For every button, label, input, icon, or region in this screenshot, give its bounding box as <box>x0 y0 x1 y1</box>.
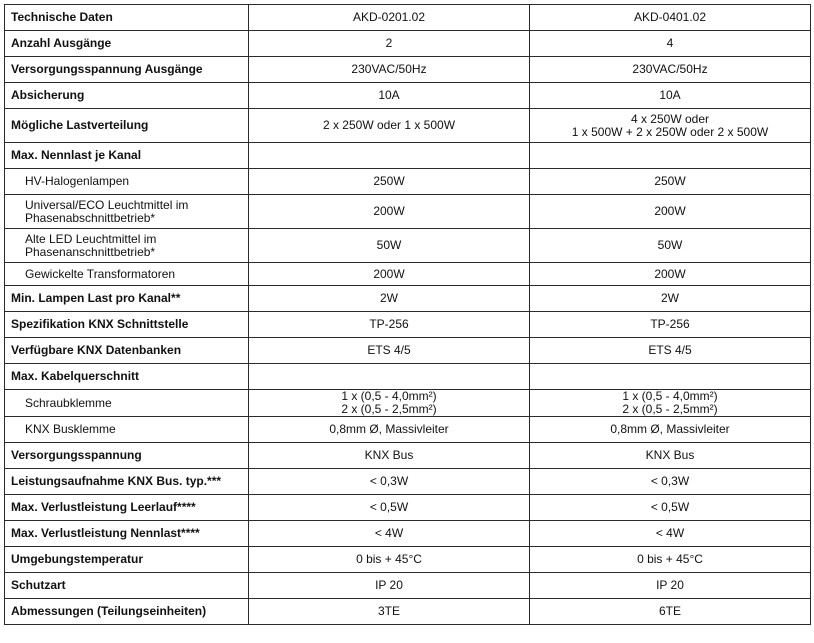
row-value-1: 250W <box>249 169 530 195</box>
row-value-2-line-2: 1 x 500W + 2 x 250W oder 2 x 500W <box>571 124 769 139</box>
row-label: Versorgungsspannung Ausgänge <box>5 57 249 83</box>
row-label: Schraubklemme <box>5 390 249 417</box>
row-value-1: 200W <box>249 263 530 286</box>
row-value-1: 3TE <box>249 599 530 625</box>
table-row <box>5 521 811 547</box>
table-header-row <box>5 5 811 31</box>
row-value-2-line-1: 4 x 250W oder <box>630 111 710 126</box>
row-label: Schutzart <box>5 573 249 599</box>
row-label: Mögliche Lastverteilung <box>5 109 249 143</box>
row-value-1: 10A <box>249 83 530 109</box>
row-label: Gewickelte Transformatoren <box>5 263 249 286</box>
row-label: Leistungsaufnahme KNX Bus. typ.*** <box>5 469 249 495</box>
row-value-1: 230VAC/50Hz <box>249 57 530 83</box>
row-value-1-line-1: 1 x (0,5 - 4,0mm²) <box>341 389 437 403</box>
row-value-2: 200W <box>530 263 811 286</box>
row-value-2: 0 bis + 45°C <box>530 547 811 573</box>
header-product-2: AKD-0401.02 <box>530 5 811 31</box>
table-row <box>5 229 811 263</box>
row-value-2 <box>530 364 811 390</box>
table-row <box>5 469 811 495</box>
table-row <box>5 31 811 57</box>
row-value-1 <box>249 364 530 390</box>
row-value-2: < 0,5W <box>530 495 811 521</box>
table-row <box>5 143 811 169</box>
row-value-2: 200W <box>530 195 811 229</box>
table-row <box>5 417 811 443</box>
row-value-1 <box>249 390 530 417</box>
table-row <box>5 573 811 599</box>
row-value-1: < 4W <box>249 521 530 547</box>
table-row <box>5 263 811 286</box>
header-label: Technische Daten <box>5 5 249 31</box>
table-row <box>5 169 811 195</box>
table-row <box>5 547 811 573</box>
row-value-2: 230VAC/50Hz <box>530 57 811 83</box>
row-value-2: 10A <box>530 83 811 109</box>
row-label: Spezifikation KNX Schnittstelle <box>5 312 249 338</box>
row-value-2: < 0,3W <box>530 469 811 495</box>
row-label: Absicherung <box>5 83 249 109</box>
row-value-1 <box>249 143 530 169</box>
row-value-1: 2 x 250W oder 1 x 500W <box>249 109 530 143</box>
row-value-2 <box>530 109 811 143</box>
row-value-1: KNX Bus <box>249 443 530 469</box>
row-value-2: 50W <box>530 229 811 263</box>
table-row <box>5 390 811 417</box>
row-value-2: 250W <box>530 169 811 195</box>
row-value-1: 2W <box>249 286 530 312</box>
row-value-1: 0 bis + 45°C <box>249 547 530 573</box>
row-label: Max. Verlustleistung Leerlauf**** <box>5 495 249 521</box>
row-label: Max. Verlustleistung Nennlast**** <box>5 521 249 547</box>
row-value-1: IP 20 <box>249 573 530 599</box>
table-row <box>5 57 811 83</box>
row-value-2: 4 <box>530 31 811 57</box>
row-value-1: < 0,5W <box>249 495 530 521</box>
row-value-2-line-1: 1 x (0,5 - 4,0mm²) <box>622 389 718 403</box>
row-label: Umgebungstemperatur <box>5 547 249 573</box>
row-value-1: 200W <box>249 195 530 229</box>
row-value-2: TP-256 <box>530 312 811 338</box>
row-value-2: ETS 4/5 <box>530 338 811 364</box>
table-row <box>5 83 811 109</box>
header-product-1: AKD-0201.02 <box>249 5 530 31</box>
row-label <box>5 229 249 263</box>
row-label: Max. Nennlast je Kanal <box>5 143 249 169</box>
row-label: KNX Busklemme <box>5 417 249 443</box>
table-row <box>5 195 811 229</box>
table-row <box>5 312 811 338</box>
tech-spec-table <box>4 4 811 625</box>
row-label-line-1: Universal/ECO Leuchtmittel im <box>25 197 189 212</box>
row-value-2: KNX Bus <box>530 443 811 469</box>
row-value-1: < 0,3W <box>249 469 530 495</box>
table-row <box>5 443 811 469</box>
row-label: Versorgungsspannung <box>5 443 249 469</box>
row-label: Verfügbare KNX Datenbanken <box>5 338 249 364</box>
row-value-2: 2W <box>530 286 811 312</box>
row-label: Max. Kabelquerschnitt <box>5 364 249 390</box>
row-value-2: < 4W <box>530 521 811 547</box>
row-label-line-1: Alte LED Leuchtmittel im <box>25 231 157 246</box>
table-row <box>5 495 811 521</box>
row-value-2-line-2: 2 x (0,5 - 2,5mm²) <box>622 402 718 416</box>
row-value-2: 6TE <box>530 599 811 625</box>
row-label: HV-Halogenlampen <box>5 169 249 195</box>
row-label-line-2: Phasenanschnittbetrieb* <box>25 244 156 259</box>
table-row <box>5 286 811 312</box>
row-value-1: 2 <box>249 31 530 57</box>
table-row <box>5 599 811 625</box>
row-label <box>5 195 249 229</box>
row-value-1: TP-256 <box>249 312 530 338</box>
table-row <box>5 338 811 364</box>
row-value-2: IP 20 <box>530 573 811 599</box>
row-value-1-line-2: 2 x (0,5 - 2,5mm²) <box>341 402 437 416</box>
row-value-1: 50W <box>249 229 530 263</box>
row-label-line-2: Phasenabschnittbetrieb* <box>25 210 156 225</box>
row-label: Anzahl Ausgänge <box>5 31 249 57</box>
row-value-2: 0,8mm Ø, Massivleiter <box>530 417 811 443</box>
table-row <box>5 109 811 143</box>
table-row <box>5 364 811 390</box>
row-label: Min. Lampen Last pro Kanal** <box>5 286 249 312</box>
row-label: Abmessungen (Teilungseinheiten) <box>5 599 249 625</box>
row-value-1: ETS 4/5 <box>249 338 530 364</box>
row-value-1: 0,8mm Ø, Massivleiter <box>249 417 530 443</box>
row-value-2 <box>530 143 811 169</box>
row-value-2 <box>530 390 811 417</box>
